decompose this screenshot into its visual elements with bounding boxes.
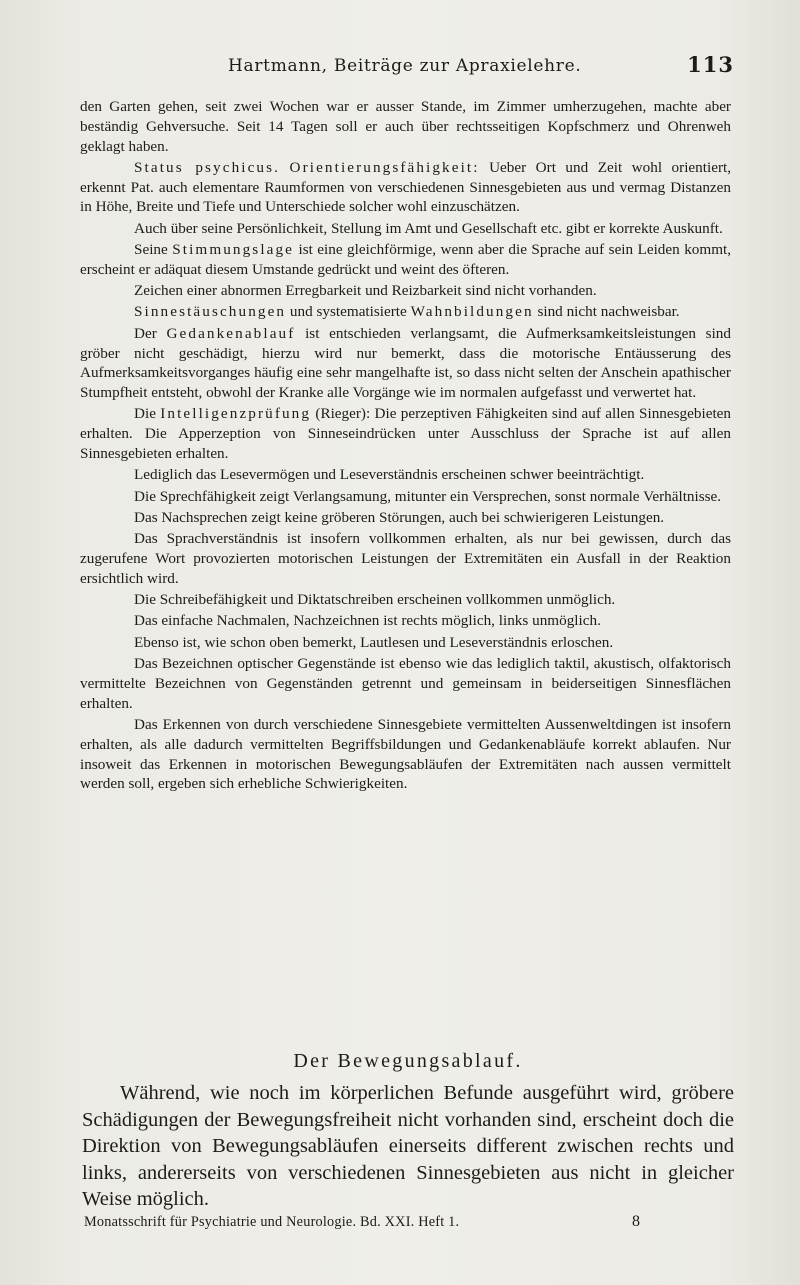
page-number: 113 [687,52,734,77]
paragraph: Die Intelligenzprüfung (Rieger): Die perzeptiven Fähigkeiten sind auf allen Sinnesgebieten erhalten. Die Apperzeption von Sinneseindrücken unter Ausschluss der Sprache ist auf allen Sinnesgebieten erhalten. [80,405,731,463]
section-heading: Der Bewegungsablauf. [293,1050,523,1072]
spaced-heading: Orientierungsfähigkeit: [289,158,480,176]
paragraph: Ebenso ist, wie schon oben bemerkt, Lautlesen und Leseverständnis erloschen. [134,633,614,651]
paragraph: Auch über seine Persönlichkeit, Stellung im Amt und Gesellschaft etc. gibt er korrekte Auskunft. [134,219,723,237]
paragraph: Das Nachsprechen zeigt keine gröberen Störungen, auch bei schwierigeren Leistungen. [134,508,665,526]
paragraph: Die Sprechfähigkeit zeigt Verlangsamung, mitunter ein Versprechen, sonst normale Verhältnisse. [134,487,722,505]
paragraph: Das Erkennen von durch verschiedene Sinnesgebiete vermittelten Aussenweltdingen ist insofern erhalten, als alle dadurch vermittelten Begriffsbildungen und Gedankenabläufe korrekt ablaufen. Nur insoweit das Erkennen in motorischen Bewegungsabläufen der Extremitäten nach aussen vermittelt werden soll, ergeben sich erhebliche Schwierigkeiten. [80,715,731,793]
spaced-heading: Status psychicus. [134,158,281,176]
paragraph: Seine Stimmungslage ist eine gleichförmige, wenn aber die Sprache auf sein Leiden kommt, erscheint er adäquat diesem Umstande gedrückt und weint des öfteren. [80,241,732,278]
running-title: Hartmann, Beiträge zur Apraxielehre. [228,56,582,76]
body-text [80,97,731,796]
paragraph: Lediglich das Lesevermögen und Leseverständnis erscheinen schwer beeinträchtigt. [134,466,645,484]
page-footer [84,1212,734,1234]
paragraph: Während, wie noch im körperlichen Befunde ausgeführt wird, gröbere Schädigungen der Bewegungsfreiheit nicht vorhanden sind, erscheint doch die Direktion von Bewegungsabläufen einerseits different zwischen rechts und links, andererseits von verschiedenen Sinnesgebieten aus nicht in gleicher Weise möglich. [82,1082,734,1210]
paragraph: Das einfache Nachmalen, Nachzeichnen ist rechts möglich, links unmöglich. [134,612,601,630]
paragraph: Das Sprachverständnis ist insofern vollkommen erhalten, als nur bei gewissen, durch das zugerufene Wort provozierten motorischen Leistungen der Extremitäten ein Ausfall in der Reaktion ersichtlich wird. [80,530,731,587]
paragraph: Zeichen einer abnormen Erregbarkeit und Reizbarkeit sind nicht vorhanden. [134,282,597,300]
spaced-heading: Sinnestäuschungen [134,303,287,321]
paragraph: den Garten gehen, seit zwei Wochen war er ausser Stande, im Zimmer umherzugehen, machte aber beständig Gehversuche. Seit 14 Tagen soll er auch über rechtsseitigen Kopfschmerz und Ohrenweh geklagt haben. [80,98,731,155]
spaced-heading: Wahnbildungen [410,303,534,321]
paragraph: Der Gedankenablauf ist entschieden verlangsamt, die Aufmerksamkeitsleistungen sind gröber nicht geschädigt, hierzu wird nur bemerkt, dass die motorische Entäusserung des Aufmerksamkeitsvorganges häufig eine sehr mangelhafte ist, so dass nicht selten der Anschein apathischer Stumpfheit entsteht, obwohl der Kranke alle Vorgänge wie im normalen aufgefasst und verwertet hat. [80,324,731,402]
spaced-heading: Stimmungslage [172,241,295,259]
page-header [80,52,736,82]
paragraph: Das Bezeichnen optischer Gegenstände ist ebenso wie das lediglich taktil, akustisch, olfaktorisch vermittelte Bezeichnen von Gegenständen getrennt und gemeinsam in beiderseitigen Sinnesflächen erhalten. [80,655,731,712]
footer-signature: 8 [632,1213,641,1230]
spaced-heading: Intelligenzprüfung [160,405,312,423]
paragraph: Status psychicus. Orientierungsfähigkeit: Ueber Ort und Zeit wohl orientiert, erkennt Pat. auch elementare Raumformen von verschiedenen Sinnesgebieten aus und vermag Distanzen in Höhe, Breite und Tiefe und Unterschiede solcher wohl einzuschätzen. [80,158,732,216]
spaced-heading: Gedankenablauf [166,324,296,342]
paragraph: Die Schreibefähigkeit und Diktatschreiben erscheinen vollkommen unmöglich. [134,591,616,609]
footer-journal: Monatsschrift für Psychiatrie und Neurologie. Bd. XXI. Heft 1. [84,1214,460,1230]
section-body [82,1080,734,1213]
paragraph: Sinnestäuschungen und systematisierte Wahnbildungen sind nicht nachweisbar. [134,303,680,321]
